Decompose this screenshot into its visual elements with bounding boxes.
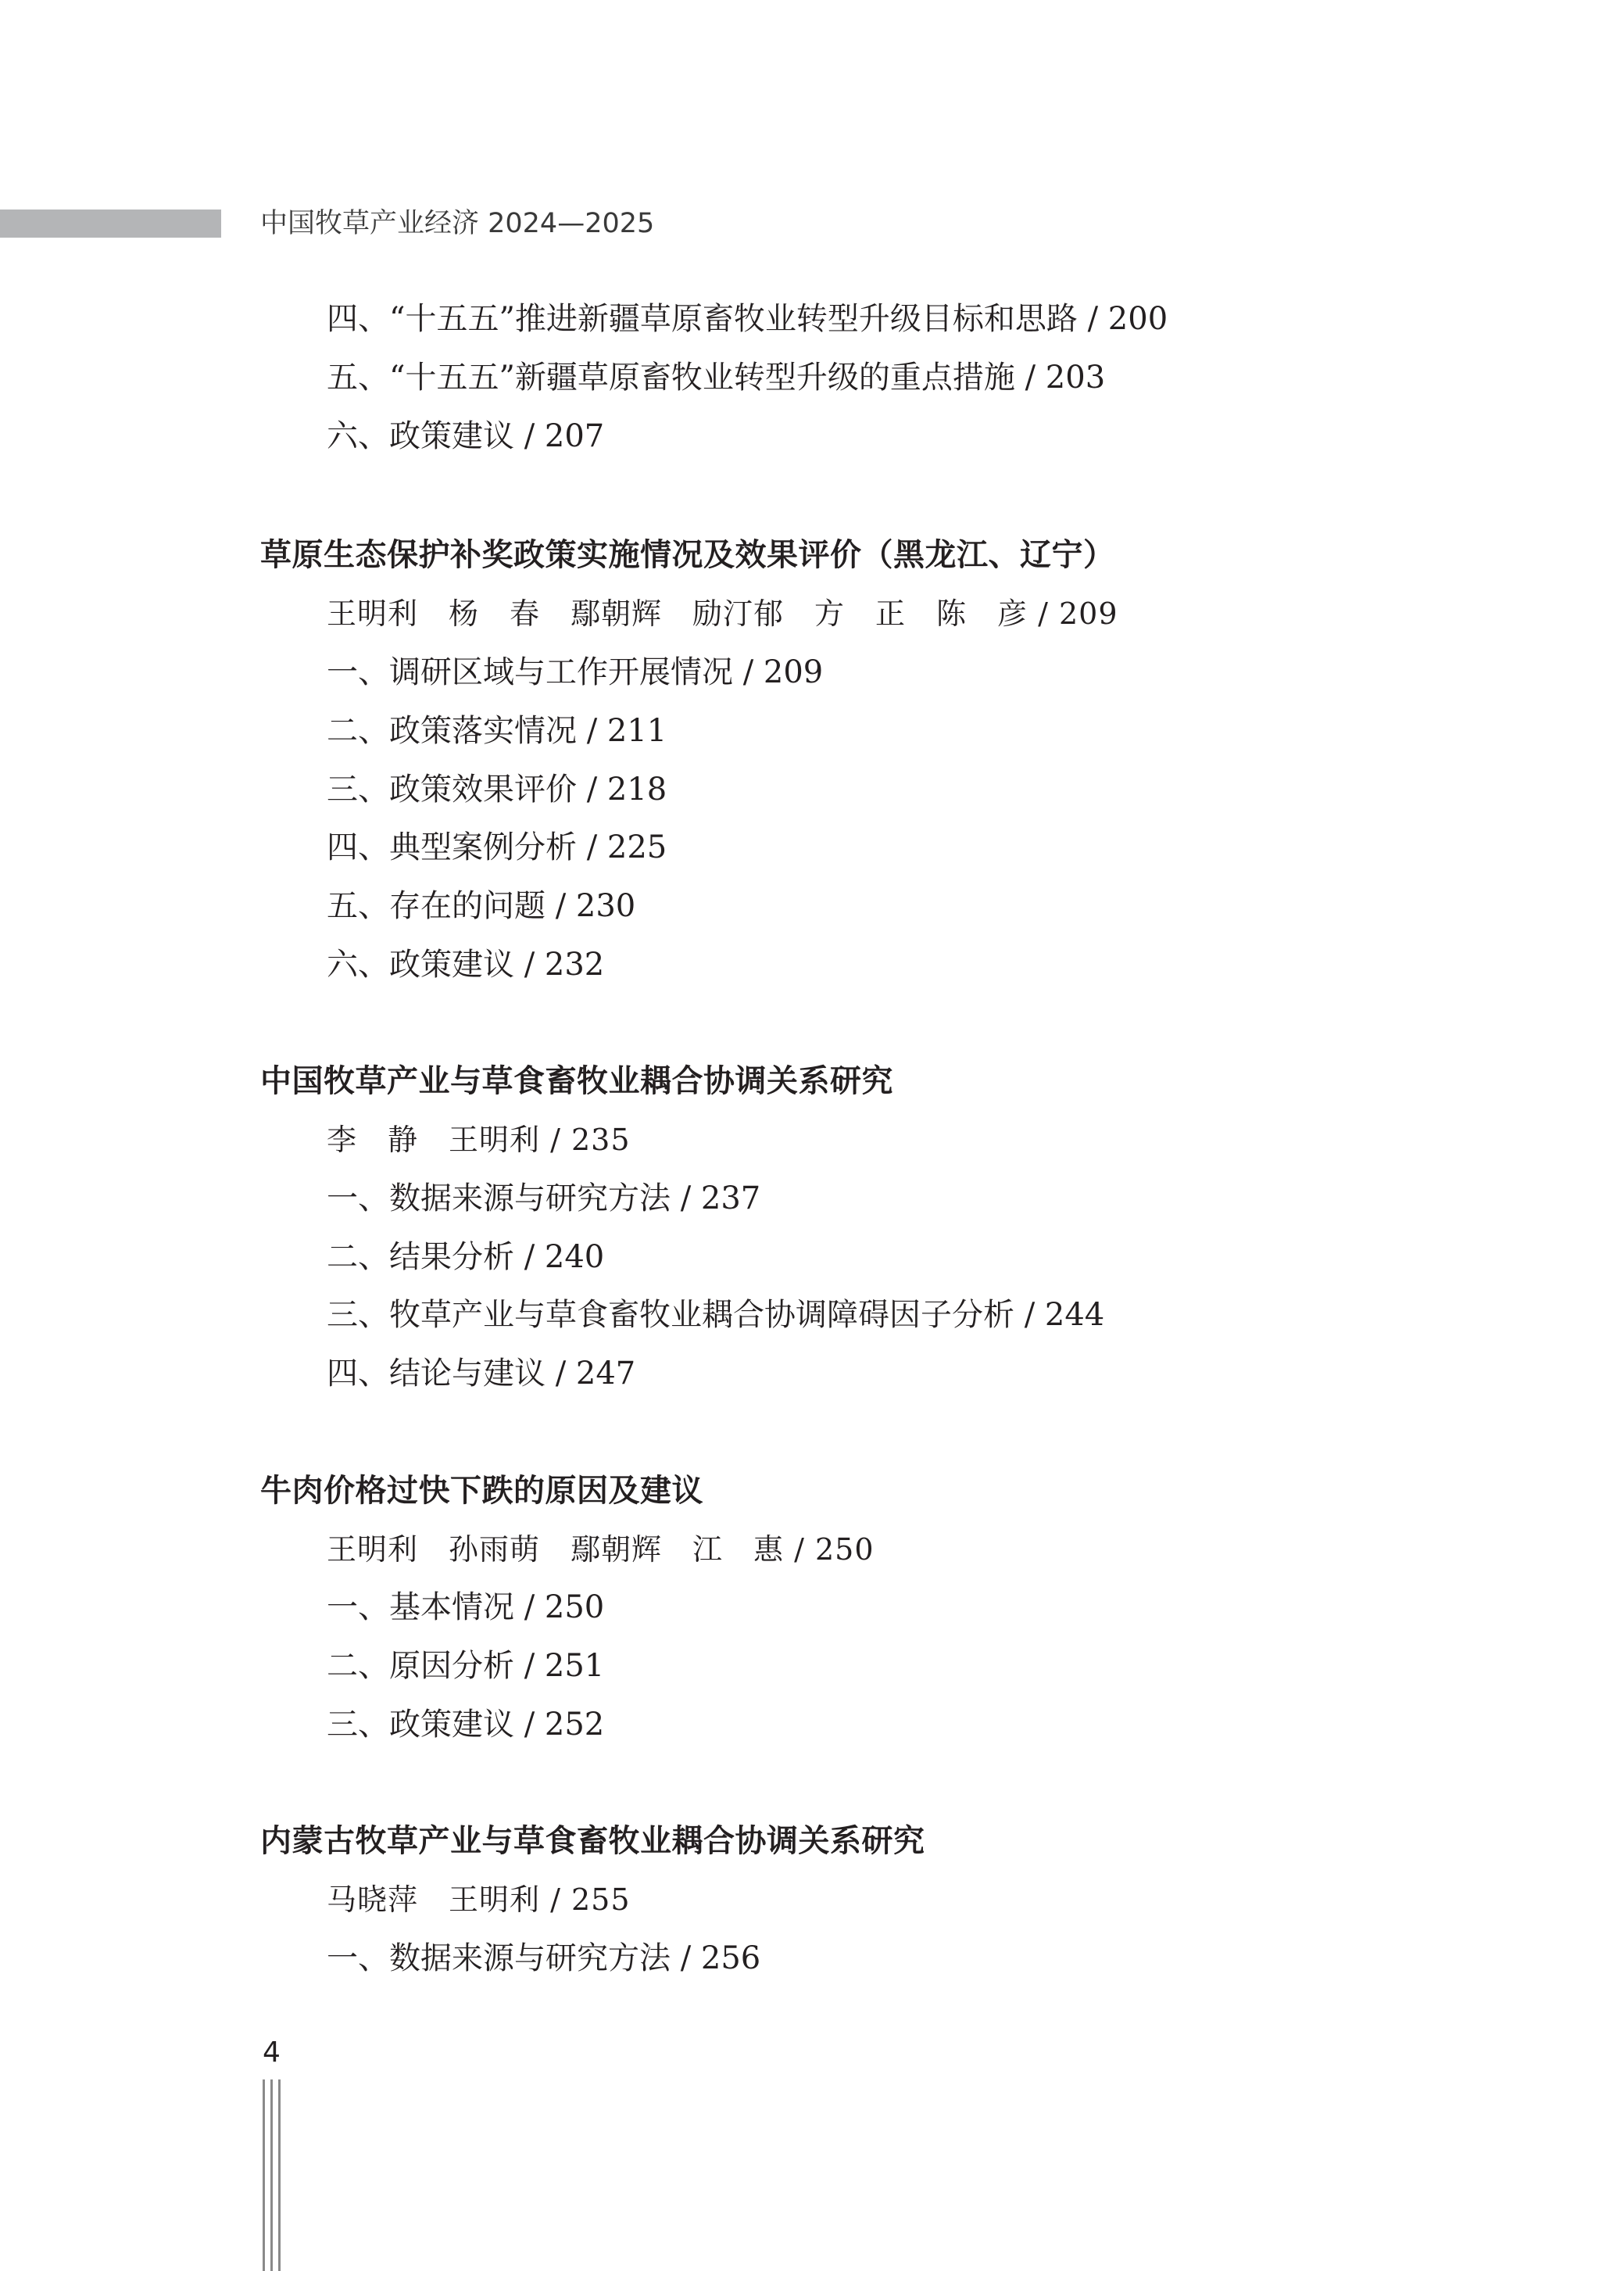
edge-rule: [278, 2079, 281, 2271]
section-title[interactable]: 中国牧草产业与草食畜牧业耦合协调关系研究: [260, 1063, 893, 1099]
section-title[interactable]: 牛肉价格过快下跌的原因及建议: [260, 1473, 703, 1509]
toc-entry[interactable]: 六、政策建议 / 207: [327, 418, 605, 454]
section-authors: 王明利 杨 春 鄢朝辉 励汀郁 方 正 陈 彦 / 209: [327, 596, 1118, 631]
section-authors: 王明利 孙雨萌 鄢朝辉 江 惠 / 250: [327, 1532, 875, 1567]
toc-entry[interactable]: 四、“十五五”推进新疆草原畜牧业转型升级目标和思路 / 200: [327, 301, 1168, 337]
toc-entry[interactable]: 二、结果分析 / 240: [327, 1239, 605, 1275]
toc-entry[interactable]: 六、政策建议 / 232: [327, 947, 605, 983]
toc-entry[interactable]: 五、“十五五”新疆草原畜牧业转型升级的重点措施 / 203: [327, 360, 1106, 396]
edge-rule: [270, 2079, 273, 2271]
toc-entry[interactable]: 四、典型案例分析 / 225: [327, 829, 667, 865]
edge-rule: [263, 2079, 265, 2271]
page-number: 4: [263, 2036, 281, 2069]
toc-entry[interactable]: 一、基本情况 / 250: [327, 1589, 605, 1625]
section-title[interactable]: 草原生态保护补奖政策实施情况及效果评价（黑龙江、辽宁）: [260, 537, 1115, 573]
toc-entry[interactable]: 一、数据来源与研究方法 / 237: [327, 1180, 761, 1216]
header-accent-bar: [0, 210, 221, 238]
section-authors: 马晓萍 王明利 / 255: [327, 1882, 631, 1917]
running-header: 中国牧草产业经济 2024—2025: [260, 208, 655, 239]
toc-entry[interactable]: 三、政策效果评价 / 218: [327, 772, 667, 808]
toc-entry[interactable]: 一、数据来源与研究方法 / 256: [327, 1940, 761, 1976]
toc-entry[interactable]: 四、结论与建议 / 247: [327, 1356, 636, 1392]
section-authors: 李 静 王明利 / 235: [327, 1123, 631, 1157]
toc-entry[interactable]: 五、存在的问题 / 230: [327, 888, 636, 924]
toc-entry[interactable]: 一、调研区域与工作开展情况 / 209: [327, 654, 824, 690]
toc-entry[interactable]: 三、政策建议 / 252: [327, 1707, 605, 1743]
toc-entry[interactable]: 三、牧草产业与草食畜牧业耦合协调障碍因子分析 / 244: [327, 1297, 1105, 1333]
toc-entry[interactable]: 二、政策落实情况 / 211: [327, 713, 667, 749]
section-title[interactable]: 内蒙古牧草产业与草食畜牧业耦合协调关系研究: [260, 1823, 925, 1859]
toc-entry[interactable]: 二、原因分析 / 251: [327, 1648, 605, 1684]
